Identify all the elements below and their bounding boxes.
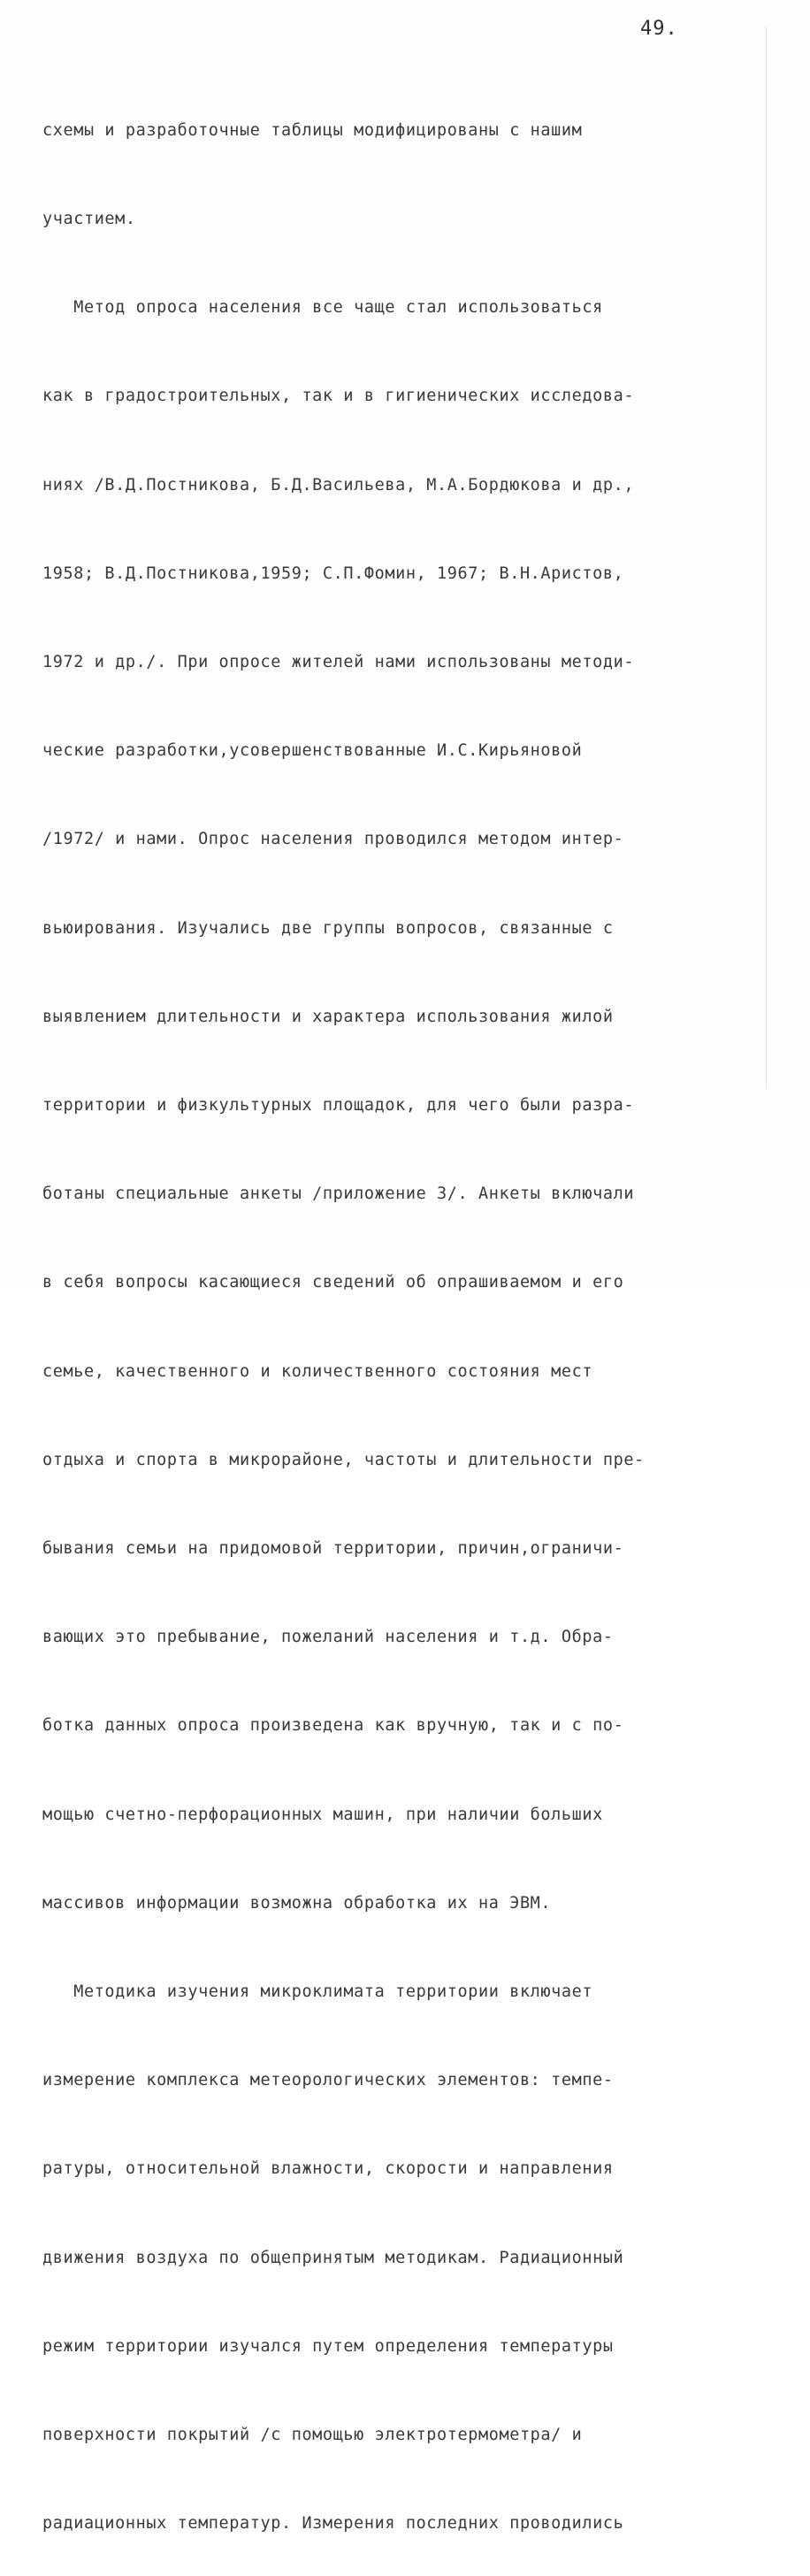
text-line: вающих это пребывание, пожеланий населения и т.д. Обра- bbox=[42, 1628, 614, 1647]
text-line: вьюирования. Изучались две группы вопросов, связанные с bbox=[42, 918, 614, 938]
page-edge-line bbox=[766, 27, 767, 1088]
text-line: территории и физкультурных площадок, для чего были разра- bbox=[42, 1096, 635, 1116]
text-line: как в градостроительных, так и в гигиенических исследова- bbox=[42, 387, 635, 406]
text-line: 1958; В.Д.Постникова,1959; С.П.Фомин, 1967; В.Н.Аристов, bbox=[42, 564, 624, 583]
text-line: ратуры, относительной влажности, скорости и направления bbox=[42, 2159, 614, 2179]
text-line: измерение комплекса метеорологических элементов: темпе- bbox=[42, 2071, 614, 2090]
text-line: режим территории изучался путем определения температуры bbox=[42, 2336, 614, 2356]
text-line: ниях /В.Д.Постникова, Б.Д.Васильева, М.А.Бордюкова и др., bbox=[42, 475, 635, 494]
text-line: /1972/ и нами. Опрос населения проводился методом интер- bbox=[42, 830, 624, 849]
body-text bbox=[42, 57, 760, 2576]
text-line: отдыха и спорта в микрорайоне, частоты и длительности пре- bbox=[42, 1450, 645, 1469]
text-line: 1972 и др./. При опросе жителей нами использованы методи- bbox=[42, 653, 635, 672]
text-line: участием. bbox=[42, 210, 136, 229]
text-line: ботаны специальные анкеты /приложение 3/. Анкеты включали bbox=[42, 1184, 635, 1204]
text-line: Методика изучения микроклимата территории включает bbox=[42, 1982, 593, 2002]
page-number: 49. bbox=[640, 18, 678, 40]
text-line: движения воздуха по общепринятым методикам. Радиационный bbox=[42, 2248, 624, 2267]
text-line: в себя вопросы касающиеся сведений об опрашиваемом и его bbox=[42, 1273, 624, 1292]
text-line: схемы и разработочные таблицы модифицированы с нашим bbox=[42, 120, 583, 140]
text-line: Метод опроса населения все чаще стал использоваться bbox=[42, 298, 603, 318]
text-line: выявлением длительности и характера использования жилой bbox=[42, 1007, 614, 1026]
text-line: ботка данных опроса произведена как вручную, так и с по- bbox=[42, 1716, 624, 1736]
text-line: массивов информации возможна обработка их на ЭВМ. bbox=[42, 1893, 552, 1913]
text-line: мощью счетно-перфорационных машин, при наличии больших bbox=[42, 1805, 603, 1824]
text-line: поверхности покрытий /с помощью электротермометра/ и bbox=[42, 2426, 583, 2445]
text-line: семье, качественного и количественного состояния мест bbox=[42, 1361, 593, 1381]
text-line: бывания семьи на придомовой территории, причин,ограничи- bbox=[42, 1539, 624, 1559]
text-line: радиационных температур. Измерения последних проводились bbox=[42, 2514, 624, 2534]
text-line: ческие разработки,усовершенствованные И.С.Кирьяновой bbox=[42, 741, 583, 761]
